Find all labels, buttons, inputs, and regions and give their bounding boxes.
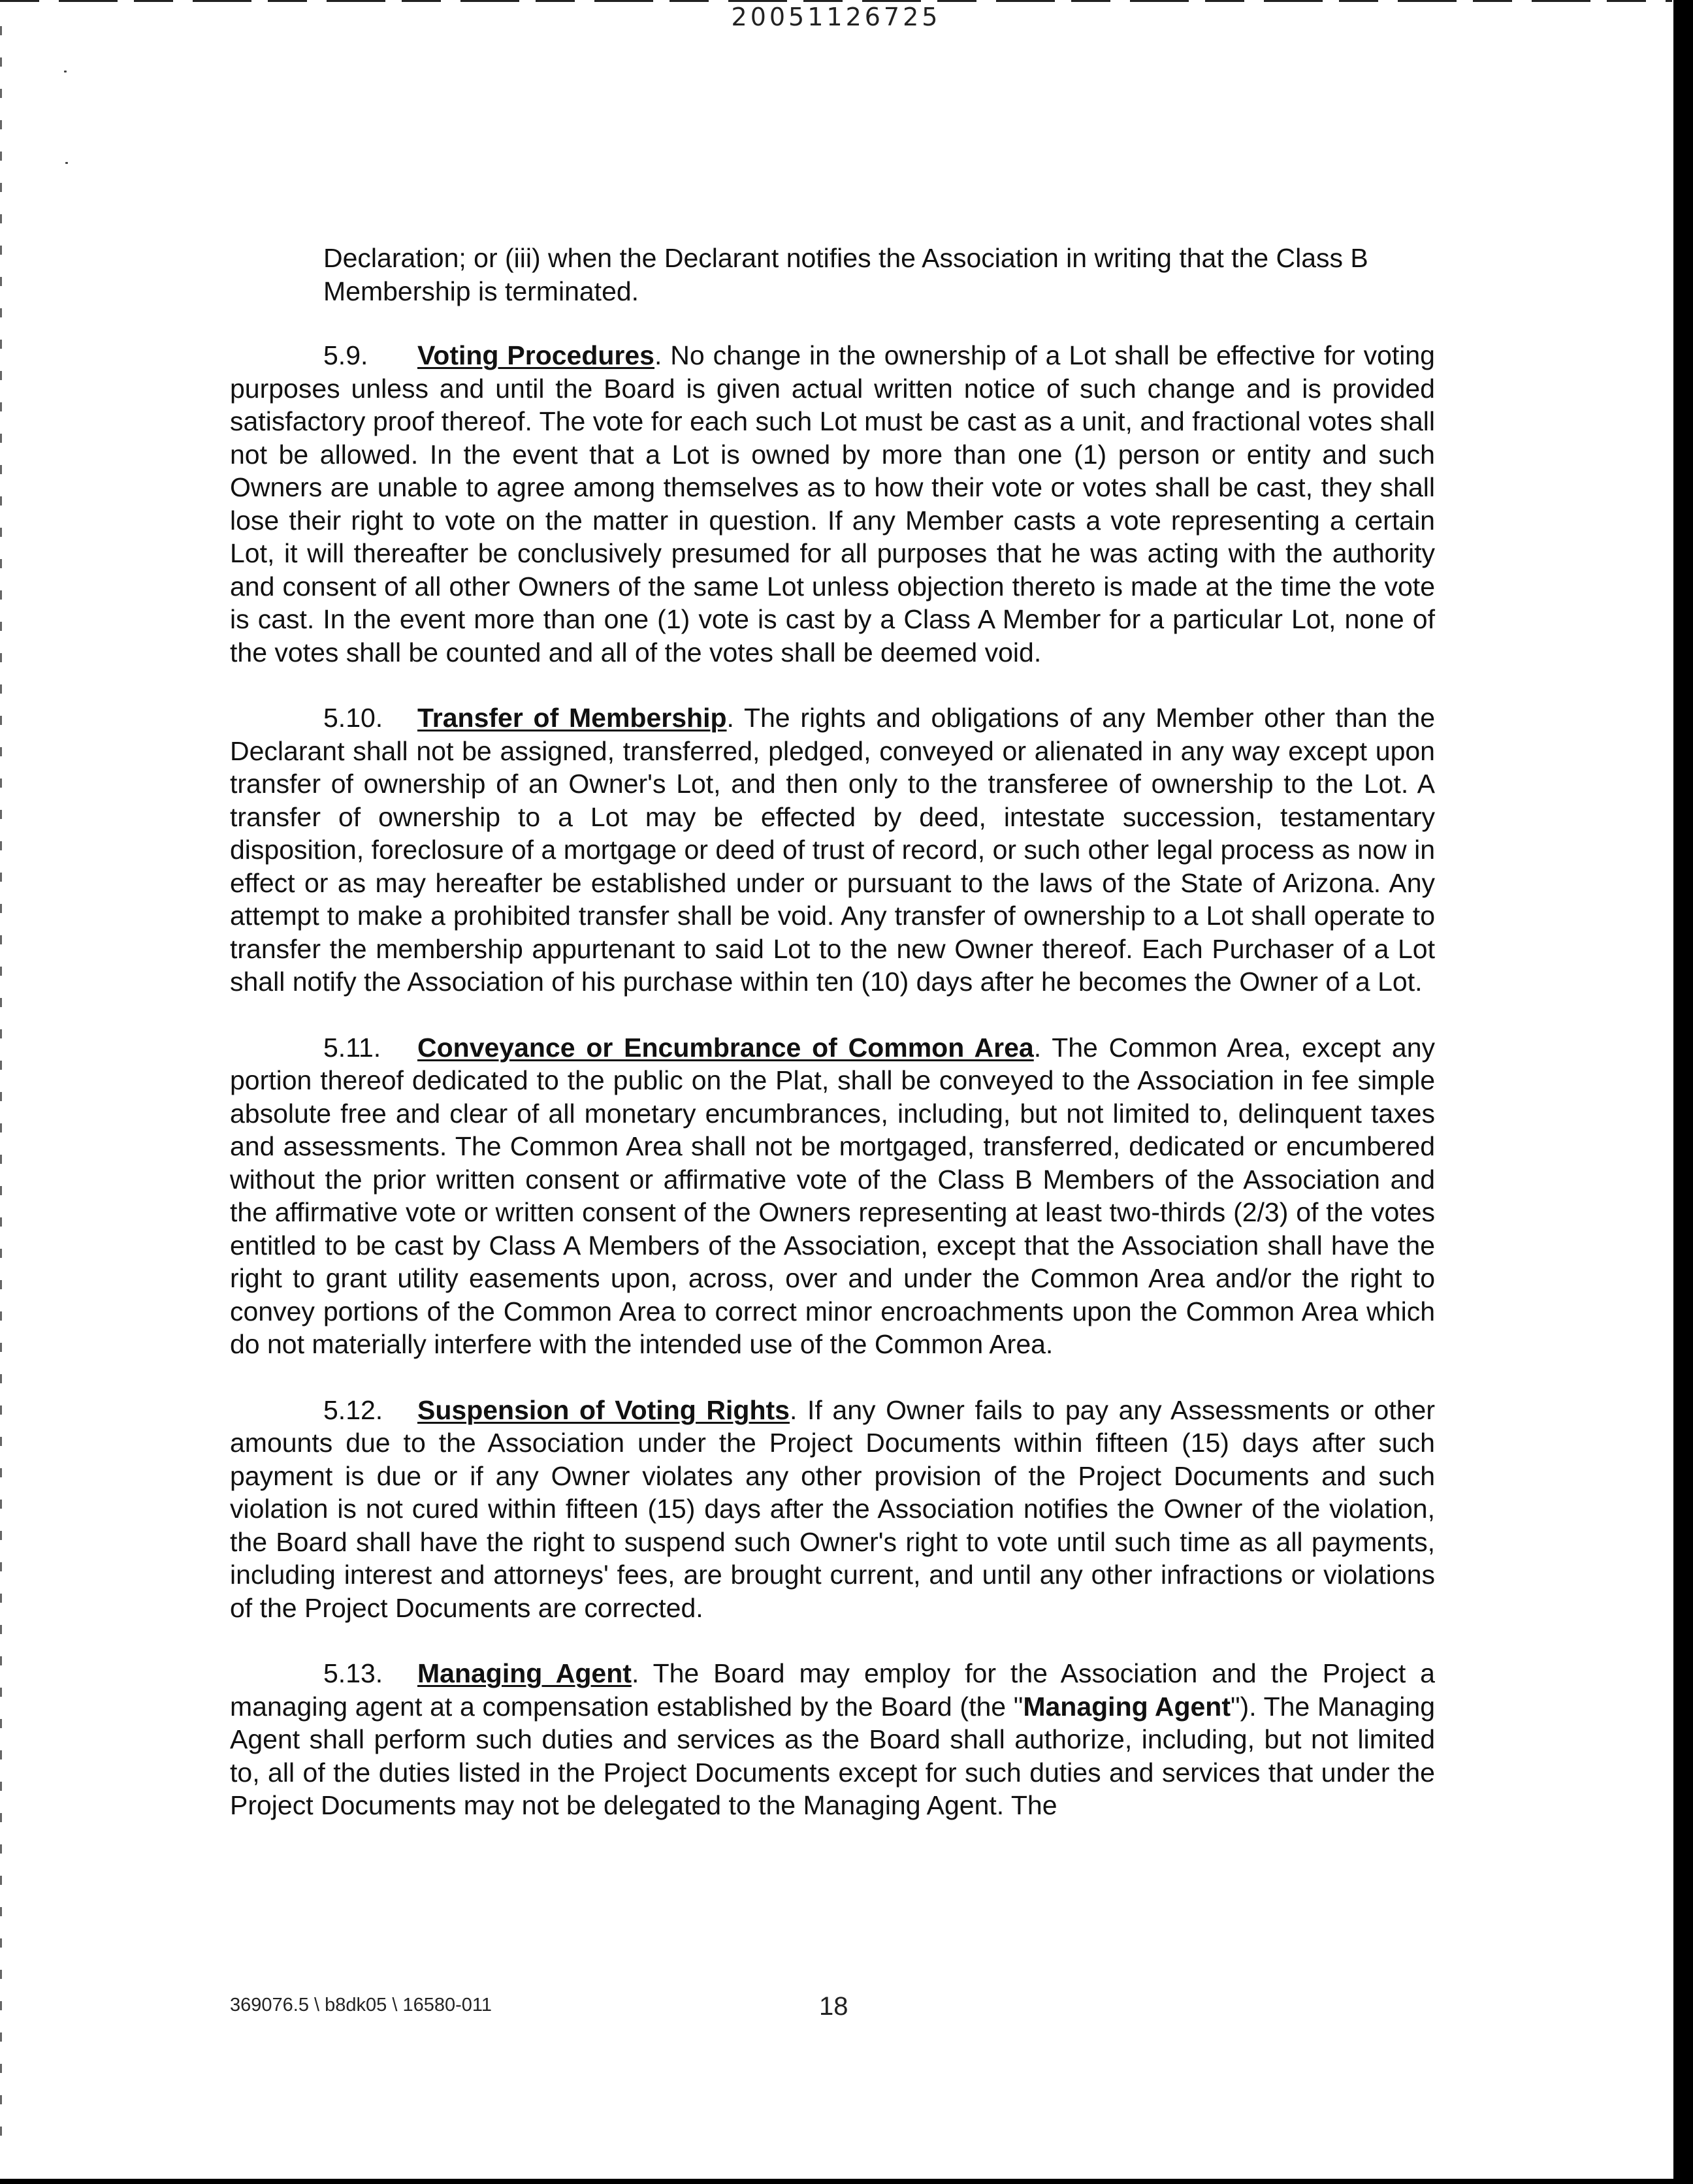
scan-speck: [64, 71, 67, 72]
section-title: Conveyance or Encumbrance of Common Area: [417, 1032, 1034, 1063]
section-title: Managing Agent: [417, 1658, 632, 1688]
scan-speck: [65, 162, 68, 164]
document-number: 20051126725: [731, 3, 941, 31]
page-number: 18: [819, 1992, 848, 2021]
section-title: Voting Procedures: [417, 340, 654, 370]
section-5-10: 5.10. Transfer of Membership. The rights and obligations of any Member other than the Declarant shall not be assigned, transferred, pledged, conveyed or alienated in any way except upon transfer of ownership of an Owner's Lot, and then only to the transferee of ownership to the Lot. A transfer of ownership to a Lot may be effected by deed, intestate succession, testamentary disposition, foreclosure of a mortgage or deed of trust of record, or such other legal process as now in effect or as may hereafter be established under or pursuant to the laws of the State of Arizona. Any attempt to make a prohibited transfer shall be void. Any transfer of ownership to a Lot shall operate to transfer the membership appurtenant to said Lot to the new Owner thereof. Each Purchaser of a Lot shall notify the Association of his purchase within ten (10) days after he becomes the Owner of a Lot.: [230, 703, 1436, 997]
section-title: Transfer of Membership: [417, 703, 727, 733]
scan-top-rule: [0, 0, 1672, 2]
scan-left-marks: [0, 26, 2, 2155]
section-number: 5.13.: [323, 1658, 383, 1688]
continuation-paragraph: Declaration; or (iii) when the Declarant notifies the Association in writing that the Class B Membership is terminated.: [323, 243, 1368, 306]
section-number: 5.9.: [323, 340, 368, 370]
footer-reference: 369076.5 \ b8dk05 \ 16580-011: [230, 1995, 492, 2015]
section-5-13: 5.13. Managing Agent. The Board may employ for the Association and the Project a managing agent at a compensation established by the Board (the "Managing Agent"). The Managing Agent shall perform such duties and services as the Board shall authorize, including, but not limited to, all of the duties listed in the Project Documents except for such duties and services that under the Project Documents may not be delegated to the Managing Agent. The: [230, 1658, 1435, 1820]
scan-bottom-border: [0, 2179, 1693, 2184]
section-number: 5.12.: [323, 1394, 383, 1425]
section-5-12: 5.12. Suspension of Voting Rights. If any Owner fails to pay any Assessments or other amounts due to the Association under the Project Documents within fifteen (15) days after such payment is due or if any Owner violates any other provision of the Project Documents and such violation is not cured within fifteen (15) days after the Association notifies the Owner of the violation, the Board shall have the right to suspend such Owner's right to vote until such time as all payments, including interest and attorneys' fees, are brought current, and until any other infractions or violations of the Project Documents are corrected.: [230, 1394, 1435, 1623]
page-body: [230, 242, 1435, 1855]
section-text-before: The Board may employ for the Association and the Project a managing agent at a compensation established by the Board (the ": [230, 1658, 1435, 1722]
section-text: The rights and obligations of any Member other than the Declarant shall not be assigned, transferred, pledged, conveyed or alienated in any way except upon transfer of ownership of an Owner's Lot, and then only to the transferee of ownership to the Lot. A transfer of ownership to a Lot may be effected by deed, intestate succession, testamentary disposition, foreclosure of a mortgage or deed of trust of record, or such other legal process as now in effect or as may hereafter be established under or pursuant to the laws of the State of Arizona. Any attempt to make a prohibited transfer shall be void. Any transfer of ownership to a Lot shall operate to transfer the membership appurtenant to said Lot to the new Owner thereof. Each Purchaser of a Lot shall notify the Association of his purchase within ten (10) days after he becomes the Owner of a Lot.: [230, 703, 1436, 997]
section-5-9: 5.9. Voting Procedures. No change in the ownership of a Lot shall be effective for voting purposes unless and until the Board is given actual written notice of such change and is provided satisfactory proof thereof. The vote for each such Lot must be cast as a unit, and fractional votes shall not be allowed. In the event that a Lot is owned by more than one (1) person or entity and such Owners are unable to agree among themselves as to how their vote or votes shall be cast, they shall lose their right to vote on the matter in question. If any Member casts a vote representing a certain Lot, it will thereafter be conclusively presumed for all purposes that he was acting with the authority and consent of all other Owners of the same Lot unless objection thereto is made at the time the vote is cast. In the event more than one (1) vote is cast by a Class A Member for a particular Lot, none of the votes shall be counted and all of the votes shall be deemed void.: [230, 340, 1435, 667]
section-text: No change in the ownership of a Lot shall be effective for voting purposes unless and until the Board is given actual written notice of such change and is provided satisfactory proof thereof. The vote for each such Lot must be cast as a unit, and fractional votes shall not be allowed. In the event that a Lot is owned by more than one (1) person or entity and such Owners are unable to agree among themselves as to how their vote or votes shall be cast, they shall lose their right to vote on the matter in question. If any Member casts a vote representing a certain Lot, it will thereafter be conclusively presumed for all purposes that he was acting with the authority and consent of all other Owners of the same Lot unless objection thereto is made at the time the vote is cast. In the event more than one (1) vote is cast by a Class A Member for a particular Lot, none of the votes shall be counted and all of the votes shall be deemed void.: [230, 340, 1435, 667]
section-number: 5.11.: [323, 1032, 381, 1063]
defined-term: Managing Agent: [1023, 1691, 1231, 1722]
section-5-11: 5.11. Conveyance or Encumbrance of Common Area. The Common Area, except any portion thereof dedicated to the public on the Plat, shall be conveyed to the Association in fee simple absolute free and clear of all monetary encumbrances, including, but not limited to, delinquent taxes and assessments. The Common Area shall not be mortgaged, transferred, dedicated or encumbered without the prior written consent or affirmative vote of the Class B Members of the Association and the affirmative vote or written consent of the Owners representing at least two-thirds (2/3) of the votes entitled to be cast by Class A Members of the Association, except that the Association shall have the right to grant utility easements upon, across, over and under the Common Area and/or the right to convey portions of the Common Area to correct minor encroachments upon the Common Area which do not materially interfere with the intended use of the Common Area.: [230, 1032, 1436, 1359]
section-text: The Common Area, except any portion thereof dedicated to the public on the Plat, shall be conveyed to the Association in fee simple absolute free and clear of all monetary encumbrances, including, but not limited to, delinquent taxes and assessments. The Common Area shall not be mortgaged, transferred, dedicated or encumbered without the prior written consent or affirmative vote of the Class B Members of the Association and the affirmative vote or written consent of the Owners representing at least two-thirds (2/3) of the votes entitled to be cast by Class A Members of the Association, except that the Association shall have the right to grant utility easements upon, across, over and under the Common Area and/or the right to convey portions of the Common Area to correct minor encroachments upon the Common Area which do not materially interfere with the intended use of the Common Area.: [230, 1032, 1436, 1359]
section-text: If any Owner fails to pay any Assessments or other amounts due to the Association under the Project Documents within fifteen (15) days after such payment is due or if any Owner violates any other provision of the Project Documents and such violation is not cured within fifteen (15) days after the Association notifies the Owner of the violation, the Board shall have the right to suspend such Owner's right to vote until such time as all payments, including interest and attorneys' fees, are brought current, and until any other infractions or violations of the Project Documents are corrected.: [230, 1394, 1435, 1623]
section-number: 5.10.: [323, 703, 383, 733]
section-title: Suspension of Voting Rights: [417, 1394, 790, 1425]
section-text-after: "). The Managing Agent shall perform such duties and services as the Board shall authorize, including, but not limited to, all of the duties listed in the Project Documents except for such duties and services that under the Project Documents may not be delegated to the Managing Agent. The: [230, 1691, 1435, 1820]
scan-right-border: [1673, 0, 1693, 2184]
